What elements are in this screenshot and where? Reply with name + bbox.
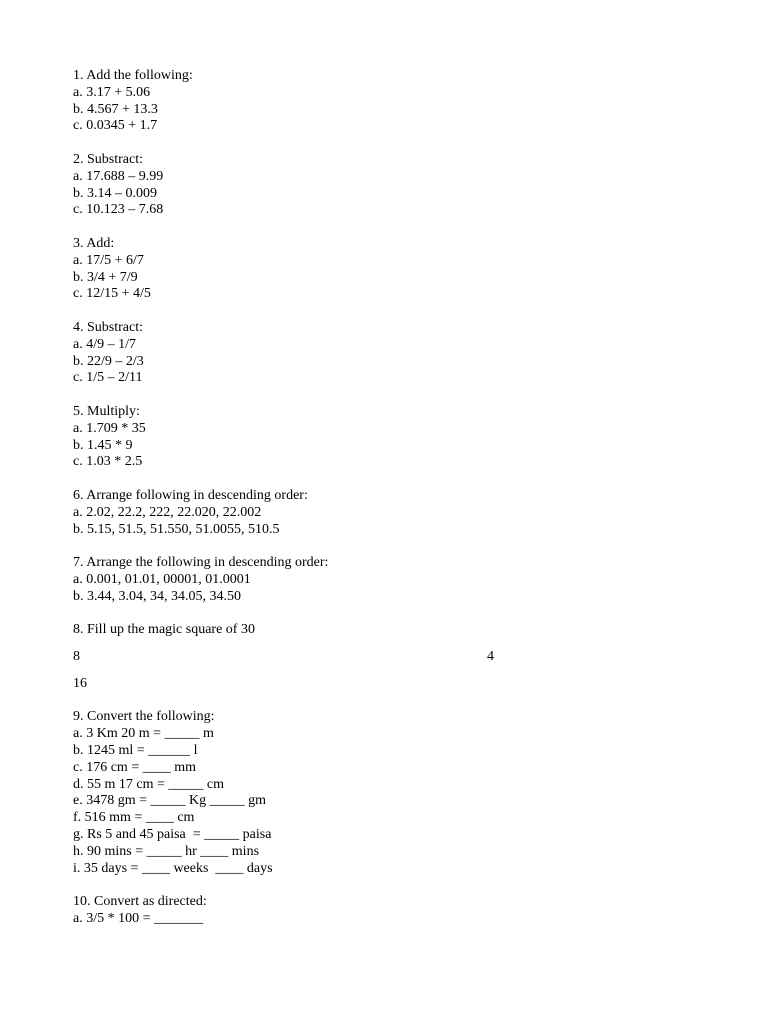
question-item: b. 22/9 – 2/3 [73,353,144,369]
question-item: c. 1.03 * 2.5 [73,454,143,470]
magic-square-cell: 8 [73,649,80,665]
question-8 [73,622,713,692]
question-item: a. 17.688 – 9.99 [73,168,164,184]
question-item: b. 3/4 + 7/9 [73,269,138,285]
magic-square-cell: 4 [487,649,494,665]
question-item: e. 3478 gm = _____ Kg _____ gm [73,793,266,809]
question-item: a. 3 Km 20 m = _____ m [73,726,214,742]
magic-square-cell: 16 [73,675,87,691]
question-item: a. 1.709 * 35 [73,420,146,436]
question-title: 7. Arrange the following in descending order: [73,555,329,571]
question-item: c. 10.123 – 7.68 [73,202,164,218]
question-title: 2. Substract: [73,151,143,167]
question-item: b. 5.15, 51.5, 51.550, 51.0055, 510.5 [73,521,280,537]
question-item: a. 2.02, 22.2, 222, 22.020, 22.002 [73,504,262,520]
question-item: c. 12/15 + 4/5 [73,286,151,302]
magic-square-row-1 [73,649,713,666]
question-item: c. 1/5 – 2/11 [73,370,143,386]
question-7 [73,555,713,605]
question-title: 3. Add: [73,235,115,251]
question-item: f. 516 mm = ____ cm [73,810,195,826]
question-item: a. 3/5 * 100 = _______ [73,911,203,927]
question-3 [73,236,713,303]
question-item: a. 17/5 + 6/7 [73,252,144,268]
question-title: 9. Convert the following: [73,709,215,725]
question-title: 6. Arrange following in descending order: [73,487,308,503]
question-item: b. 4.567 + 13.3 [73,101,158,117]
question-item: b. 3.14 – 0.009 [73,185,157,201]
question-1 [73,68,713,135]
question-4 [73,320,713,387]
question-item: g. Rs 5 and 45 paisa = _____ paisa [73,827,272,843]
question-title: 10. Convert as directed: [73,894,207,910]
worksheet [73,68,713,928]
question-item: a. 3.17 + 5.06 [73,84,151,100]
question-item: h. 90 mins = _____ hr ____ mins [73,843,260,859]
question-item: c. 176 cm = ____ mm [73,759,196,775]
question-item: a. 0.001, 01.01, 00001, 01.0001 [73,571,251,587]
question-item: c. 0.0345 + 1.7 [73,118,158,134]
question-5 [73,404,713,471]
question-item: b. 1.45 * 9 [73,437,133,453]
question-item: a. 4/9 – 1/7 [73,336,136,352]
question-2 [73,152,713,219]
question-6 [73,488,713,538]
question-title: 8. Fill up the magic square of 30 [73,622,255,638]
question-title: 1. Add the following: [73,68,193,83]
question-9 [73,709,713,877]
question-10 [73,894,713,928]
question-item: d. 55 m 17 cm = _____ cm [73,776,224,792]
question-item: b. 1245 ml = ______ l [73,743,198,759]
question-item: i. 35 days = ____ weeks ____ days [73,860,273,876]
question-item: b. 3.44, 3.04, 34, 34.05, 34.50 [73,588,241,604]
question-title: 4. Substract: [73,319,143,335]
question-title: 5. Multiply: [73,403,140,419]
